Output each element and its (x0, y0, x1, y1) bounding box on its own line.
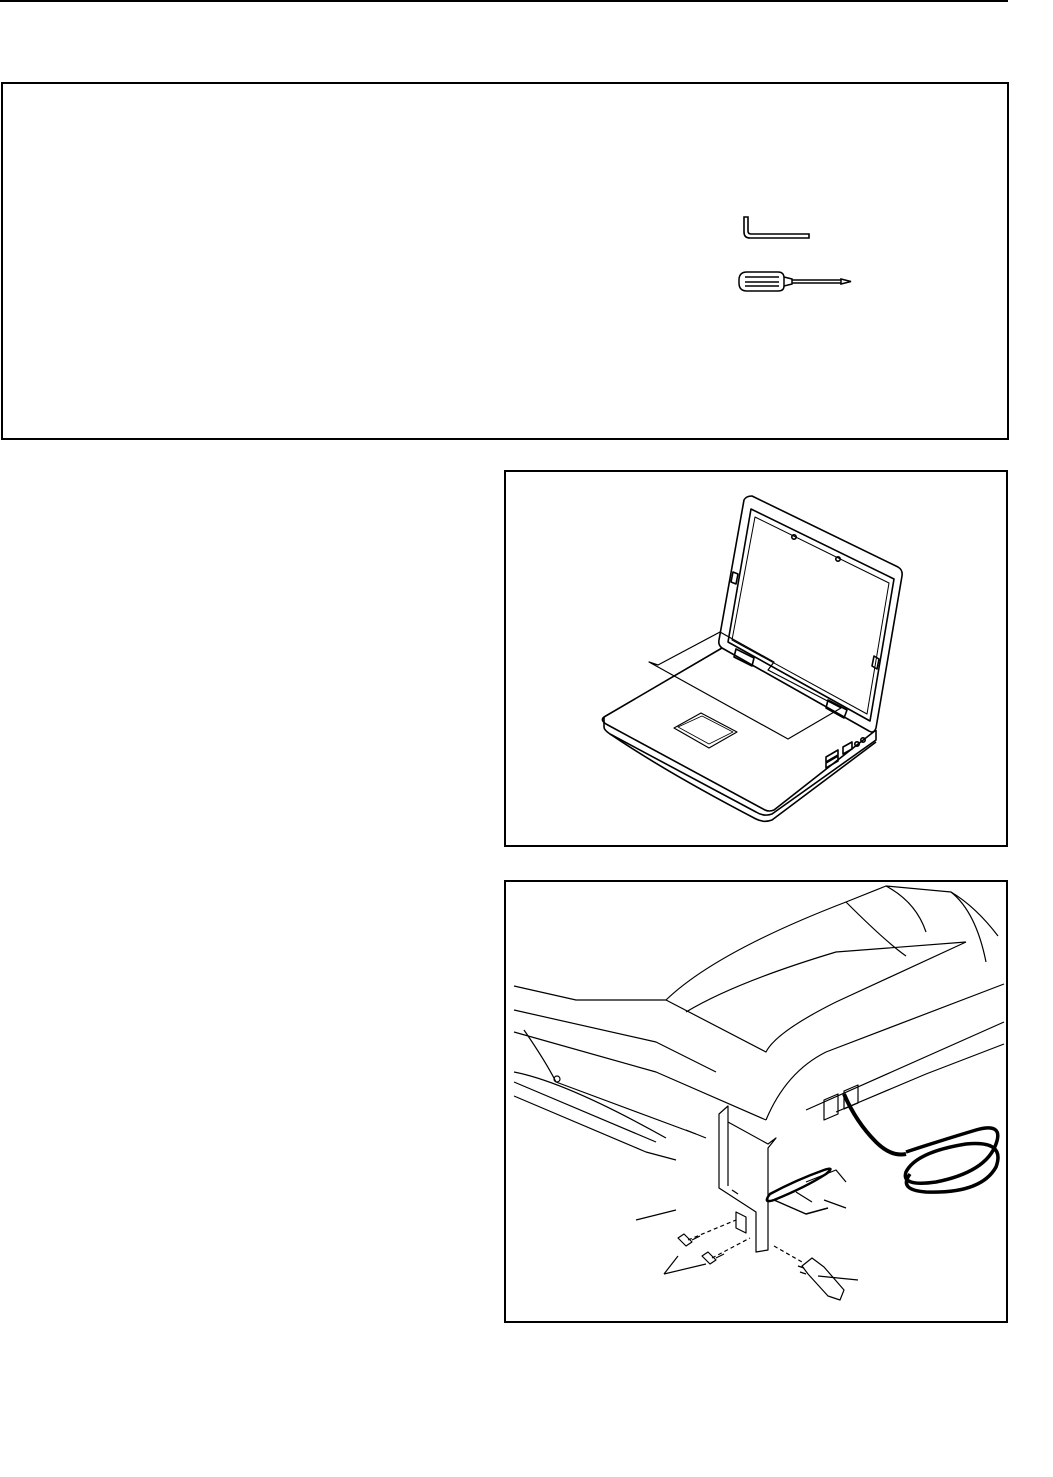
treadmill-figure (504, 880, 1008, 1323)
treadmill-base-icon (506, 882, 1006, 1321)
phillips-screwdriver-icon (739, 272, 851, 291)
hex-key-icon (744, 217, 809, 238)
tools-panel (1, 82, 1009, 440)
laptop-icon (506, 472, 1006, 845)
header-rule (0, 0, 1008, 2)
laptop-figure (504, 470, 1008, 847)
